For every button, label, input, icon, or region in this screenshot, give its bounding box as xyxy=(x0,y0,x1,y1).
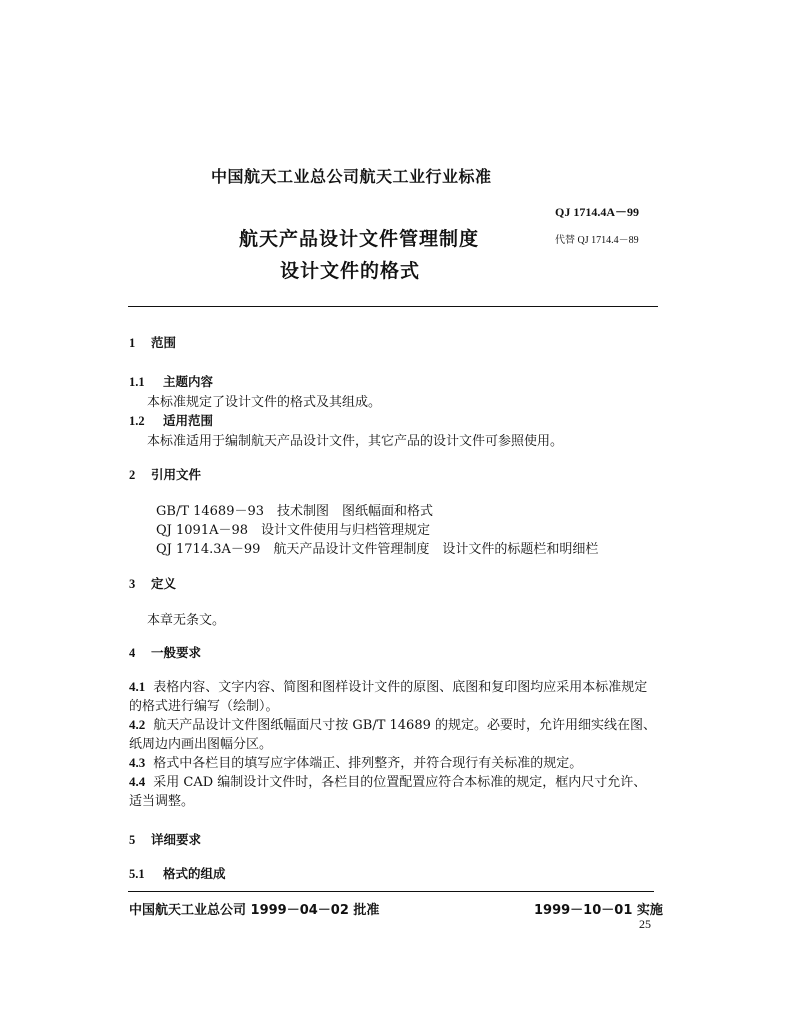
section-4-3-paragraph xyxy=(129,753,657,773)
clause-number: 4.3 xyxy=(129,755,146,770)
replaces-standard: 代替 QJ 1714.4－89 xyxy=(555,235,639,246)
section-title: 格式的组成 xyxy=(163,866,226,881)
reference-item: QJ 1714.3A－99 航天产品设计文件管理制度 设计文件的标题栏和明细栏 xyxy=(156,542,599,557)
section-title: 范围 xyxy=(151,335,177,350)
section-1-1-body: 本标准规定了设计文件的格式及其组成。 xyxy=(147,395,382,410)
clause-number: 4.1 xyxy=(129,679,146,694)
header-divider xyxy=(128,306,658,307)
clause-number: 4.2 xyxy=(129,717,146,732)
approval-statement: 中国航天工业总公司 1999－04－02 批准 xyxy=(129,903,380,918)
section-1-1-heading xyxy=(129,372,213,390)
section-title: 一般要求 xyxy=(151,645,202,660)
section-1-heading xyxy=(129,333,176,351)
section-title: 定义 xyxy=(151,576,177,591)
section-5-heading xyxy=(129,830,201,848)
page-number: 25 xyxy=(639,917,651,931)
document-title-line1: 航天产品设计文件管理制度 xyxy=(239,228,480,250)
section-number: 5 xyxy=(129,833,136,847)
standard-code: QJ 1714.4A－99 xyxy=(555,205,640,219)
section-title: 主题内容 xyxy=(163,374,214,389)
clause-text: 航天产品设计文件图纸幅面尺寸按 GB/T 14689 的规定。必要时，允许用细实线在图、纸周边内画出图幅分区。 xyxy=(129,718,656,752)
section-title: 适用范围 xyxy=(163,413,214,428)
section-number: 5.1 xyxy=(129,867,145,881)
clause-number: 4.4 xyxy=(129,774,146,789)
section-number: 1.1 xyxy=(129,375,145,389)
clause-text: 表格内容、文字内容、简图和图样设计文件的原图、底图和复印图均应采用本标准规定的格式进行编写（绘制）。 xyxy=(129,680,648,714)
footer-divider xyxy=(128,891,654,892)
clause-text: 采用 CAD 编制设计文件时，各栏目的位置配置应符合本标准的规定，框内尺寸允许、适当调整。 xyxy=(129,775,647,809)
reference-item: QJ 1091A－98 设计文件使用与归档管理规定 xyxy=(156,523,431,538)
section-1-2-heading xyxy=(129,411,213,429)
section-5-1-heading xyxy=(129,864,226,882)
section-title: 详细要求 xyxy=(151,832,202,847)
section-number: 1 xyxy=(129,336,136,350)
section-3-heading xyxy=(129,574,176,592)
section-number: 1.2 xyxy=(129,414,145,428)
effective-date: 1999－10－01 实施 xyxy=(534,903,663,918)
section-2-heading xyxy=(129,465,201,483)
section-3-body: 本章无条文。 xyxy=(147,613,226,628)
section-1-2-body: 本标准适用于编制航天产品设计文件，其它产品的设计文件可参照使用。 xyxy=(147,434,564,449)
document-title-line2: 设计文件的格式 xyxy=(280,260,421,282)
section-number: 4 xyxy=(129,646,136,660)
section-4-2-paragraph xyxy=(129,715,657,754)
section-number: 3 xyxy=(129,577,136,591)
section-4-4-paragraph xyxy=(129,772,657,811)
issuing-organization: 中国航天工业总公司航天工业行业标准 xyxy=(211,167,492,186)
clause-text: 格式中各栏目的填写应字体端正、排列整齐，并符合现行有关标准的规定。 xyxy=(153,756,583,771)
section-4-1-paragraph xyxy=(129,677,657,716)
reference-item: GB/T 14689－93 技术制图 图纸幅面和格式 xyxy=(156,504,434,519)
section-title: 引用文件 xyxy=(151,467,202,482)
section-number: 2 xyxy=(129,468,136,482)
section-4-heading xyxy=(129,643,201,661)
